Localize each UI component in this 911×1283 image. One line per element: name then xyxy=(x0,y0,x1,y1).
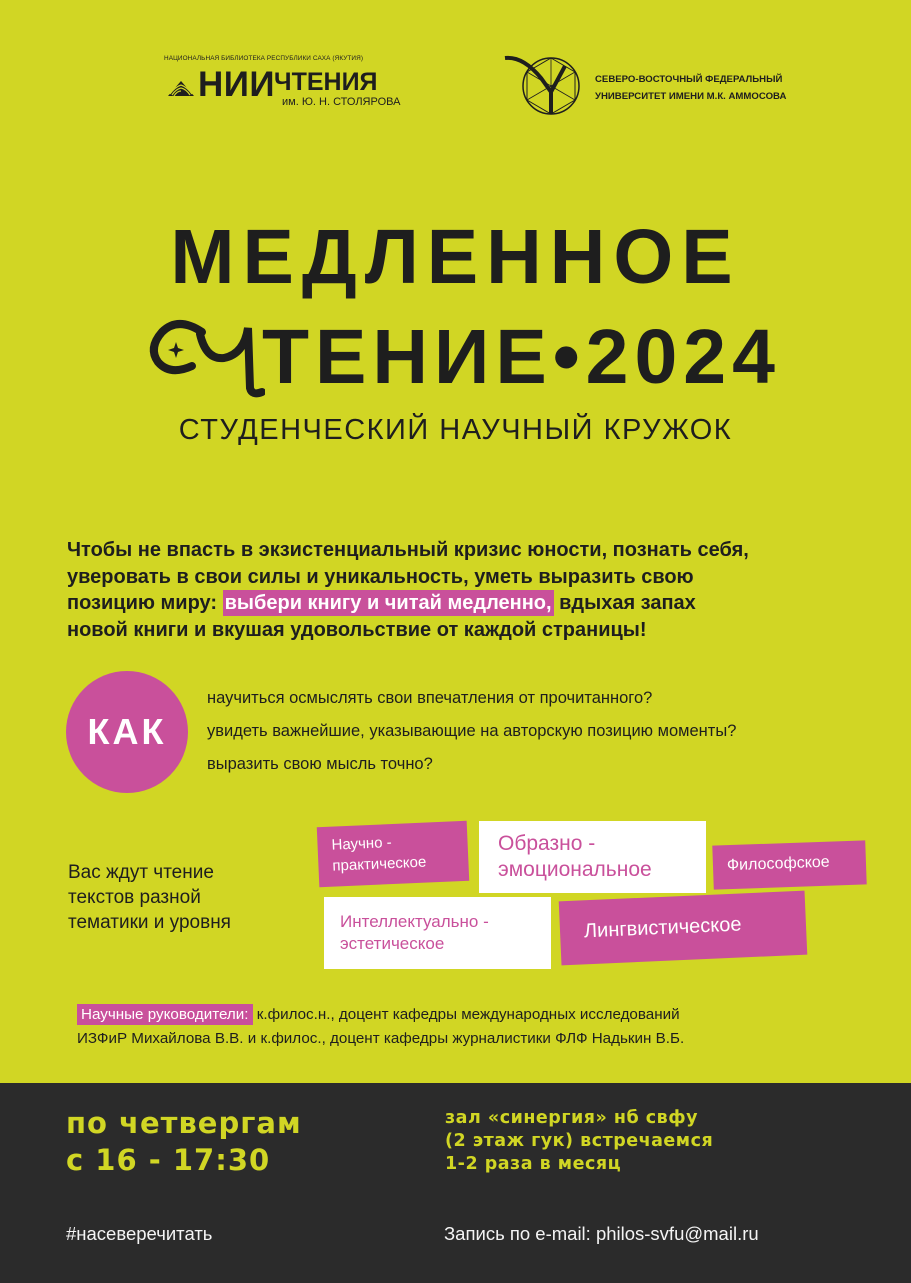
subtitle: СТУДЕНЧЕСКИЙ НАУЧНЫЙ КРУЖОК xyxy=(178,414,733,446)
email-signup[interactable]: Запись по e-mail: philos-svfu@mail.ru xyxy=(444,1223,759,1244)
script-ch-icon xyxy=(140,288,265,398)
tag-intellectual-aesthetic: Интеллектуально - эстетическое xyxy=(324,897,551,969)
location: зал «синергия» нб свфу (2 этаж гук) встречаемся 1-2 раза в месяц xyxy=(445,1108,714,1174)
how-badge: КАК xyxy=(66,671,188,793)
named-after: им. Ю. Н. СТОЛЯРОВА xyxy=(282,96,401,108)
tag-linguistic: Лингвистическое xyxy=(559,891,808,966)
nii-chteniya-logo xyxy=(164,55,424,115)
title-line-2: ТЕНИЕ•2024 xyxy=(262,314,781,400)
diamond-emblem-icon xyxy=(503,52,587,116)
genres-intro: Вас ждут чтение текстов разной тематики и уровня xyxy=(68,862,231,933)
tag-figurative-emotional: Образно - эмоциональное xyxy=(479,821,706,893)
university-name: СЕВЕРО-ВОСТОЧНЫЙ ФЕДЕРАЛЬНЫЙ УНИВЕРСИТЕТ ИМЕНИ М.К. АММОСОВА xyxy=(595,74,787,102)
book-icon xyxy=(166,69,196,99)
title-line-1: МЕДЛЕННОЕ xyxy=(170,214,741,300)
chteniya-word: ЧТЕНИЯ xyxy=(274,68,378,96)
intro-paragraph: Чтобы не впасть в экзистенциальный кризис юности, познать себя, уверовать в свои силы и уникальность, уметь выразить свою позицию миру: выбери книгу и читай медленно, вдыхая запах новой книги и вкушая удовольствие от каждой страницы! xyxy=(67,539,749,641)
schedule: по четвергам с 16 - 17:30 xyxy=(66,1106,302,1177)
library-name: НАЦИОНАЛЬНАЯ БИБЛИОТЕКА РЕСПУБЛИКИ САХА (ЯКУТИЯ) xyxy=(164,55,364,62)
question-1: научиться осмыслять свои впечатления от прочитанного? xyxy=(207,689,653,707)
intro-highlight: выбери книгу и читай медленно, xyxy=(224,592,552,614)
question-3: выразить свою мысль точно? xyxy=(207,755,433,773)
tag-scientific-practical: Научно - практическое xyxy=(317,821,469,887)
supervisors-label: Научные руководители: xyxy=(77,1004,253,1025)
svfu-logo xyxy=(503,52,803,116)
supervisors: Научные руководители: к.филос.н., доцент кафедры международных исследований ИЗФиР Михайлова В.В. и к.филос., доцент кафедры журналистики ФЛФ Надькин В.Б. xyxy=(77,1006,685,1047)
question-2: увидеть важнейшие, указывающие на авторскую позицию моменты? xyxy=(207,722,737,740)
hashtag: #насеверечитать xyxy=(66,1223,213,1244)
tag-philosophical: Философское xyxy=(712,840,866,889)
nii-word: НИИ xyxy=(198,65,276,104)
